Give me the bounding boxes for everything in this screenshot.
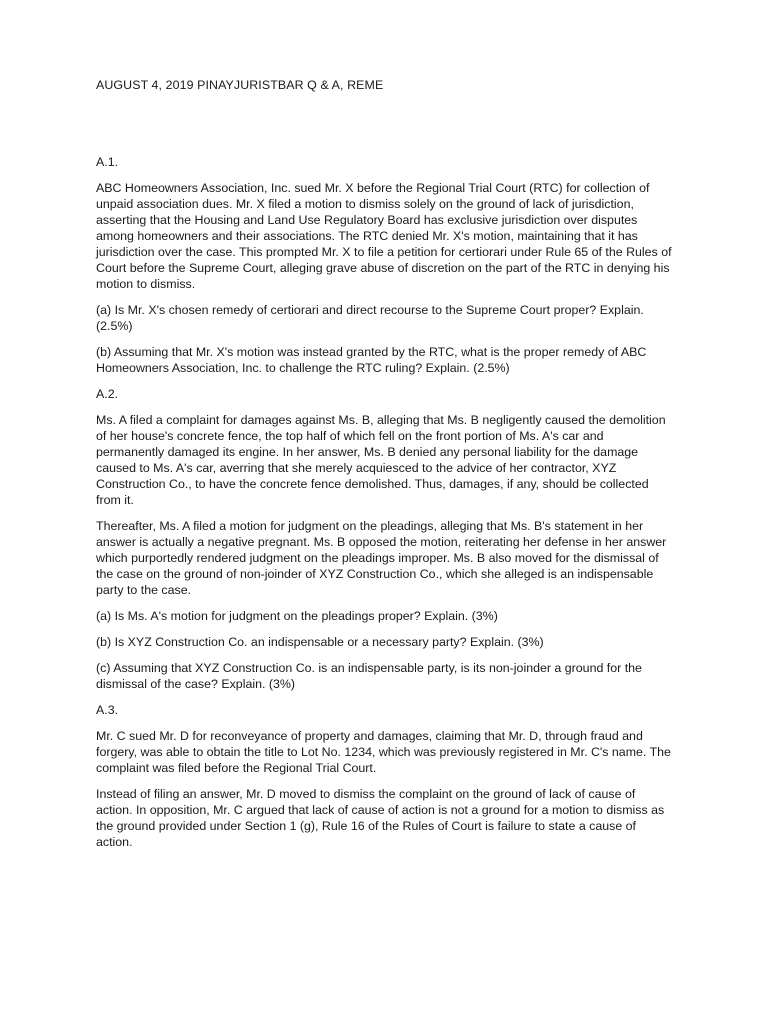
section-label: A.1. [96,155,119,169]
section-paragraph: Thereafter, Ms. A filed a motion for judgment on the pleadings, alleging that Ms. B's statement in her answer is actually a negative pregnant. Ms. B opposed the motion, reiterating her defense in her answer which purportedly rendered judgment on the pleadings improper. Ms. B also moved for the dismissal of the case on the ground of non-joinder of XYZ Construction Co., which she alleged is an indispensable party to the case. [96,519,667,597]
question-item: (a) Is Mr. X's chosen remedy of certiorari and direct recourse to the Supreme Court proper? Explain. (2.5%) [96,303,644,333]
question-item: (b) Is XYZ Construction Co. an indispensable or a necessary party? Explain. (3%) [96,635,544,649]
section-paragraph: ABC Homeowners Association, Inc. sued Mr. X before the Regional Trial Court (RTC) for collection of unpaid association dues. Mr. X filed a motion to dismiss solely on the ground of lack of jurisdiction, asserting that the Housing and Land Use Regulatory Board has exclusive jurisdiction over disputes among homeowners and their associations. The RTC denied Mr. X's motion, maintaining that it has jurisdiction over the case. This prompted Mr. X to file a petition for certiorari under Rule 65 of the Rules of Court before the Supreme Court, alleging grave abuse of discretion on the part of the RTC in denying his motion to dismiss. [96,181,672,291]
section-a1 [96,154,674,376]
section-a3 [96,702,674,850]
section-a2 [96,386,674,692]
section-label: A.3. [96,703,119,717]
section-paragraph: Instead of filing an answer, Mr. D moved to dismiss the complaint on the ground of lack of cause of action. In opposition, Mr. C argued that lack of cause of action is not a ground for a motion to dismiss as the ground provided under Section 1 (g), Rule 16 of the Rules of Court is failure to state a cause of action. [96,787,665,849]
question-item: (b) Assuming that Mr. X's motion was instead granted by the RTC, what is the proper remedy of ABC Homeowners Association, Inc. to challenge the RTC ruling? Explain. (2.5%) [96,345,647,375]
document-page [96,77,674,860]
section-label: A.2. [96,387,119,401]
document-header: AUGUST 4, 2019 PINAYJURISTBAR Q & A, REME [96,78,384,92]
question-item: (c) Assuming that XYZ Construction Co. is an indispensable party, is its non-joinder a ground for the dismissal of the case? Explain. (3%) [96,661,642,691]
section-paragraph: Mr. C sued Mr. D for reconveyance of property and damages, claiming that Mr. D, through fraud and forgery, was able to obtain the title to Lot No. 1234, which was previously registered in Mr. C's name. The complaint was filed before the Regional Trial Court. [96,729,671,775]
question-item: (a) Is Ms. A's motion for judgment on the pleadings proper? Explain. (3%) [96,609,498,623]
section-paragraph: Ms. A filed a complaint for damages against Ms. B, alleging that Ms. B negligently caused the demolition of her house's concrete fence, the top half of which fell on the front portion of Ms. A's car and permanently damaged its engine. In her answer, Ms. B denied any personal liability for the damage caused to Ms. A's car, averring that she merely acquiesced to the advice of her contractor, XYZ Construction Co., to have the concrete fence demolished. Thus, damages, if any, should be collected from it. [96,413,666,507]
